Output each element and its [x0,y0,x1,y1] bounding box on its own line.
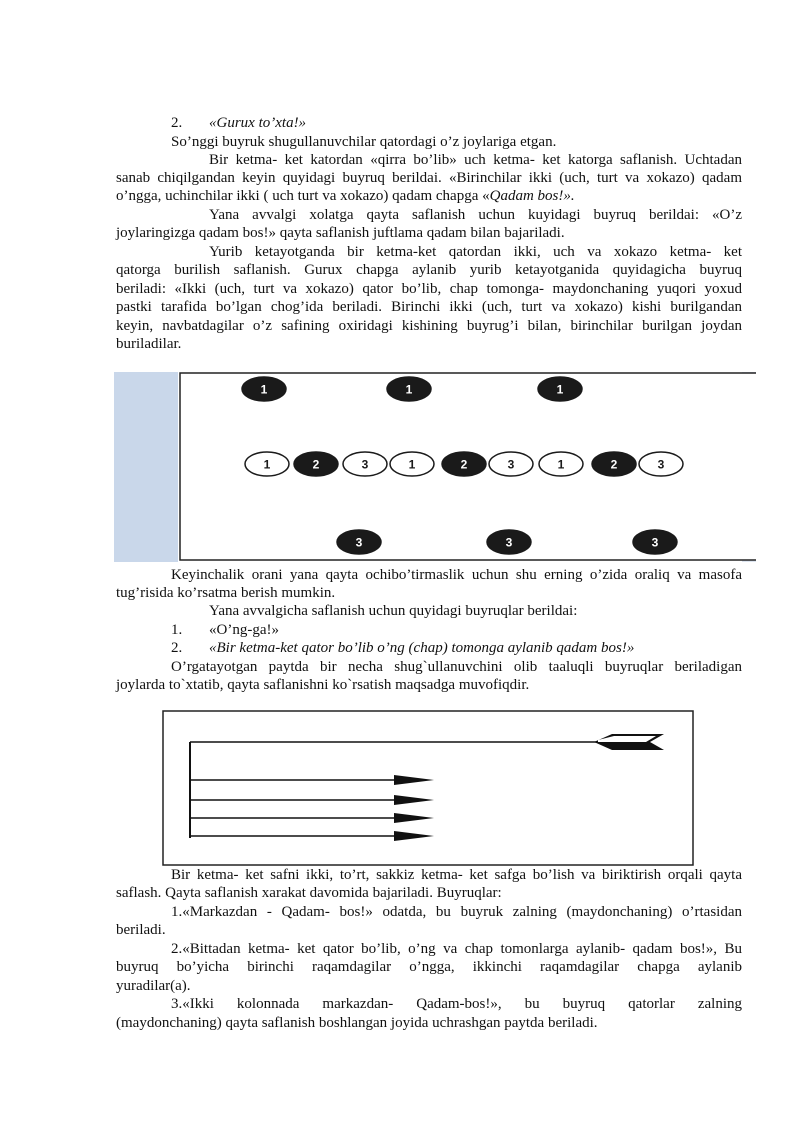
list-number: 1. [171,622,183,638]
list-number: 2. [171,640,183,656]
formation-token-middle [639,452,683,476]
token-label: 1 [263,457,271,472]
token-label: 3 [657,457,665,472]
token-label: 3 [505,535,513,550]
token-label: 2 [312,457,320,472]
formation-token-middle [442,452,486,476]
token-label: 3 [361,457,369,472]
token-label: 3 [651,535,659,550]
text-line: Bir ketma- ket safni ikki, to’rt, sakkiz ketma- ket safga bo’lish va biriktirish orqali qayta [171,867,742,883]
text-line: saflash. Qayta saflanish xarakat davomida bajariladi. Buyruqlar: [116,885,502,901]
text-line: Keyinchalik orani yana qayta ochibo’tirmaslik uchun shu erning o’zida oraliq va masofa [171,567,742,583]
formation-token-bottom [337,530,381,554]
text-line: buriladilar. [116,336,182,352]
formation-token-bottom [487,530,531,554]
token-label: 1 [405,382,413,397]
text-line: buyruq bo’yicha birinchi raqamdagilar o’ngga, ikkinchi raqamdagilar chapga aylanib [116,959,742,975]
token-label: 3 [355,535,363,550]
formation-token-middle [390,452,434,476]
token-label: 1 [408,457,416,472]
text-line: joylaringizga qadam bos!» qayta saflanish juftlama qadam bilan bajariladi. [116,225,565,241]
command-text: «Gurux to’xta!» [209,115,307,131]
token-label: 2 [460,457,468,472]
text-line: beriladi. [116,922,166,938]
text-line: 3.«Ikki kolonnada markazdan- Qadam-bos!», bu buyruq qatorlar zalning [171,996,742,1012]
formation-token-top [538,377,582,401]
formation-token-bottom [633,530,677,554]
text-line: beriladi: «Ikki (uch, turt va xokazo) qator bo’lib, chap tomonga- maydonchaning yuqori yoxud [116,281,742,297]
formation-token-middle [592,452,636,476]
formation-token-top [242,377,286,401]
text-line: tug’risida ko’rsatma berish mumkin. [116,585,336,601]
text-line: Yana avvalgi xolatga qayta saflanish uchun kuyidagi buyruq berildai: «O’z [209,207,742,223]
text-line: (maydonchaning) qayta saflanish boshlangan joyida uchrashgan paytda beriladi. [116,1015,598,1031]
formation-token-middle [343,452,387,476]
text-line: So’nggi buyruk shugullanuvchilar qatordagi o’z joylariga etgan. [171,134,557,150]
arrow-diagram [162,710,696,868]
formation-token-middle [294,452,338,476]
formation-token-top [387,377,431,401]
text-line: Yurib ketayotganda bir ketma-ket qatordan ikki, uch va xokazo ketma- ket [209,244,742,260]
token-label: 1 [557,457,565,472]
formation-token-middle [489,452,533,476]
token-label: 3 [507,457,515,472]
formation-token-middle [539,452,583,476]
formation-diagram [114,372,756,562]
text-line: joylarda to`xtatib, qayta saflanishni ko`rsatish maqsadga muvofiqdir. [116,677,530,693]
text-line: pastki tarafida bo’lgan chog’ida beriladi. Birinchi ikki (uch, turt va xokazo) kishi burilgandan [116,299,742,315]
text-line: 2.«Bittadan ketma- ket qator bo’lib, o’ng va chap tomonlarga aylanib- qadam bos!», Bu [171,941,742,957]
token-label: 2 [610,457,618,472]
text-line: yuradilar(a). [116,978,191,994]
list-number: 2. [171,115,183,131]
formation-token-middle [245,452,289,476]
command-text: «O’ng-ga!» [209,622,279,638]
text-line: sanab chiqilgandan keyin quyidagi buyruq berildai. «Birinchilar ikki (uch, turt va xokazo) qadam [116,170,742,186]
command-text: «Bir ketma-ket qator bo’lib o’ng (chap) tomonga aylanib qadam bos!» [209,640,635,656]
text-line: 1.«Markazdan - Qadam- bos!» odatda, bu buyruk zalning (maydonchaning) o’rtasidan [171,904,742,920]
text-line: Yana avvalgicha saflanish uchun quyidagi buyruqlar berildai: [209,603,578,619]
side-panel [114,372,178,562]
text-line: qatorga burilish saflanish. Gurux chapga aylanib yurib ketayotganida quyidagicha buyruq [116,262,742,278]
text-line: keyin, navbatdagilar o’z safining oxiridagi kishining buyrug’i bilan, birinchilar burilgan joydan [116,318,742,334]
text-line: O’rgatayotgan paytda bir necha shug`ullanuvchini olib taaluqli buyruqlar beriladigan [171,659,742,675]
token-label: 1 [556,382,564,397]
text-line: o’ngga, uchinchilar ikki ( uch turt va xokazo) qadam chapga «Qadam bos!». [116,188,575,204]
text-line: Bir ketma- ket katordan «qirra bo’lib» uch ketma- ket katorga saflanish. Uchtadan [209,152,742,168]
token-label: 1 [260,382,268,397]
